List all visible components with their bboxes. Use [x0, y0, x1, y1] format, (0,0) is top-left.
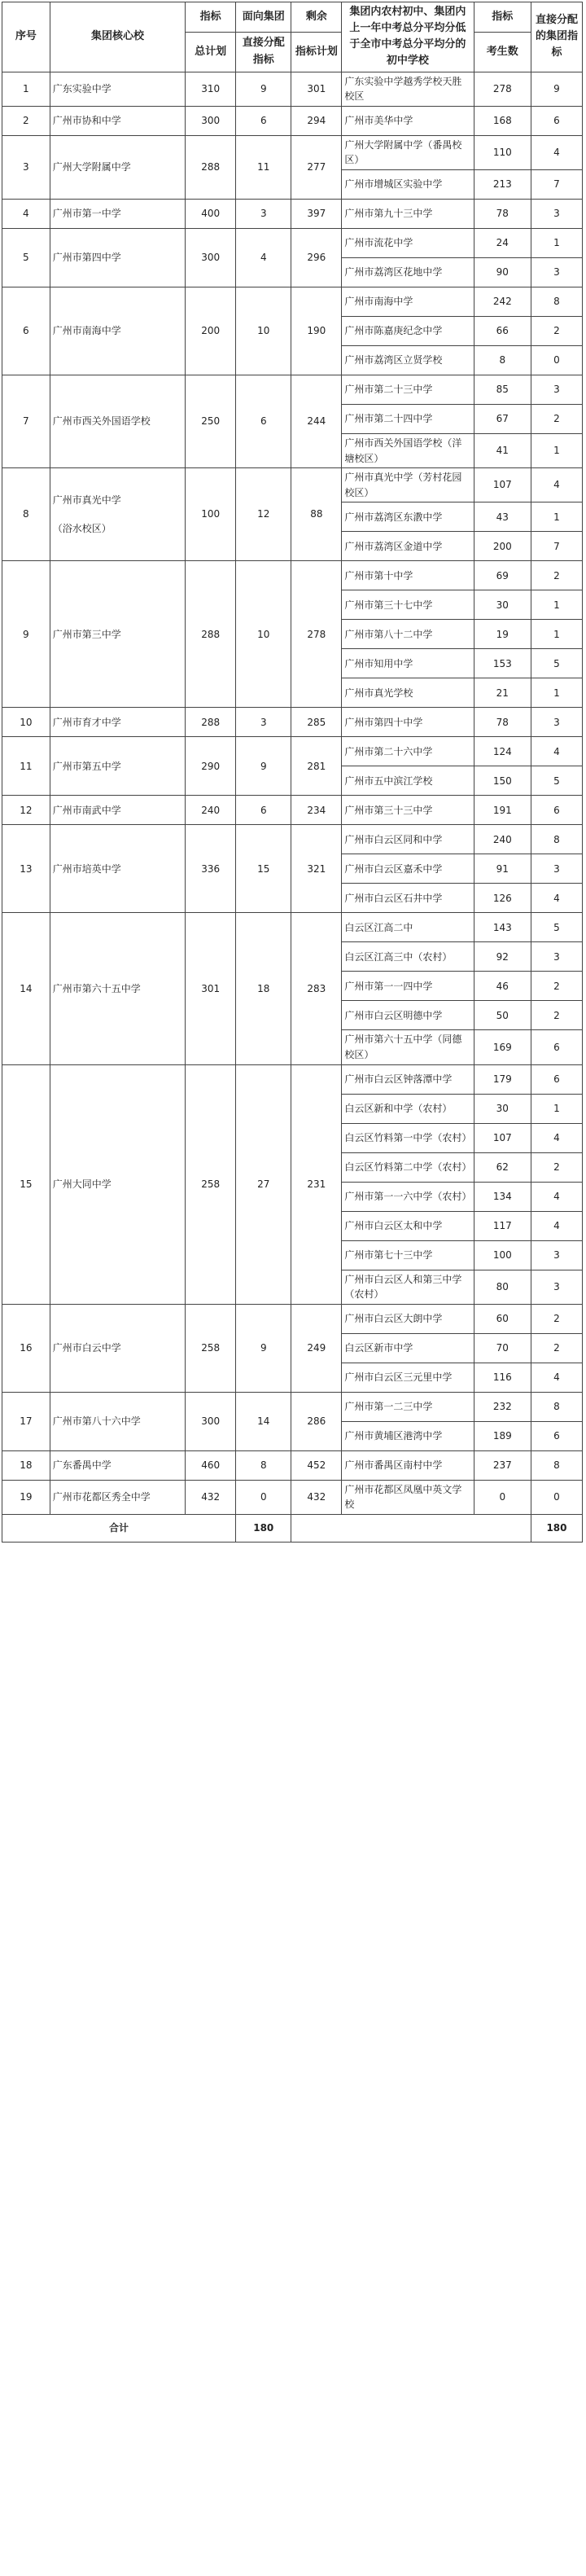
row-member-school: 广州市白云区石井中学 — [342, 884, 474, 913]
row-examinees: 232 — [474, 1392, 531, 1421]
row-member-alloc: 1 — [531, 590, 582, 620]
table-row — [2, 375, 583, 404]
row-core-school: 广州市西关外国语学校 — [50, 375, 186, 467]
row-examinees: 278 — [474, 72, 531, 106]
row-member-school: 广州市白云区嘉禾中学 — [342, 854, 474, 884]
row-member-school: 白云区江高二中 — [342, 913, 474, 942]
row-member-alloc: 4 — [531, 737, 582, 766]
row-examinees: 124 — [474, 737, 531, 766]
row-member-alloc: 6 — [531, 106, 582, 135]
table-row — [2, 1450, 583, 1480]
row-member-school: 广州市第七十三中学 — [342, 1240, 474, 1270]
row-examinees: 240 — [474, 825, 531, 854]
row-member-school: 广州市流花中学 — [342, 228, 474, 257]
row-examinees: 50 — [474, 1001, 531, 1030]
table-row — [2, 468, 583, 502]
row-remain: 278 — [291, 561, 342, 708]
row-examinees: 78 — [474, 199, 531, 228]
quota-table — [2, 2, 583, 1543]
row-direct-alloc: 3 — [236, 199, 291, 228]
row-member-alloc: 1 — [531, 433, 582, 467]
row-remain: 281 — [291, 737, 342, 796]
row-examinees: 24 — [474, 228, 531, 257]
row-total-plan: 288 — [186, 561, 236, 708]
row-member-school: 广州市第二十四中学 — [342, 404, 474, 433]
row-member-alloc: 3 — [531, 199, 582, 228]
total-row — [2, 1514, 583, 1542]
total-label: 合计 — [2, 1514, 236, 1542]
row-member-school: 广州市五中滨江学校 — [342, 766, 474, 796]
row-member-alloc: 1 — [531, 228, 582, 257]
table-row — [2, 825, 583, 854]
row-seq: 6 — [2, 287, 50, 375]
row-examinees: 85 — [474, 375, 531, 404]
row-direct-alloc: 0 — [236, 1480, 291, 1514]
row-examinees: 153 — [474, 649, 531, 678]
row-seq: 8 — [2, 468, 50, 561]
row-examinees: 69 — [474, 561, 531, 590]
row-remain: 286 — [291, 1392, 342, 1450]
row-member-school: 广州市荔湾区金道中学 — [342, 532, 474, 561]
row-examinees: 21 — [474, 678, 531, 708]
row-examinees: 107 — [474, 468, 531, 502]
total-direct-alloc: 180 — [236, 1514, 291, 1542]
row-examinees: 169 — [474, 1030, 531, 1064]
row-member-alloc: 2 — [531, 316, 582, 345]
row-total-plan: 250 — [186, 375, 236, 467]
row-direct-alloc: 18 — [236, 913, 291, 1064]
row-remain: 234 — [291, 796, 342, 825]
row-member-alloc: 2 — [531, 561, 582, 590]
table-row — [2, 1064, 583, 1094]
table-row — [2, 1304, 583, 1333]
row-examinees: 67 — [474, 404, 531, 433]
row-member-alloc: 3 — [531, 1270, 582, 1304]
row-member-alloc: 6 — [531, 1421, 582, 1450]
row-direct-alloc: 6 — [236, 796, 291, 825]
row-member-alloc: 4 — [531, 1211, 582, 1240]
row-member-alloc: 9 — [531, 72, 582, 106]
row-examinees: 107 — [474, 1123, 531, 1152]
row-total-plan: 258 — [186, 1064, 236, 1304]
row-member-alloc: 0 — [531, 345, 582, 375]
header-remain: 剩余 — [291, 2, 342, 33]
row-member-school: 广州市花都区凤凰中英文学校 — [342, 1480, 474, 1514]
row-member-alloc: 1 — [531, 502, 582, 532]
header-quota: 指标 — [186, 2, 236, 33]
row-member-alloc: 4 — [531, 1363, 582, 1392]
row-member-school: 广东实验中学越秀学校天胜校区 — [342, 72, 474, 106]
table-row — [2, 561, 583, 590]
header-direct-alloc: 直接分配指标 — [236, 32, 291, 72]
row-direct-alloc: 6 — [236, 106, 291, 135]
row-direct-alloc: 9 — [236, 72, 291, 106]
row-member-school: 白云区竹料第二中学（农村） — [342, 1152, 474, 1182]
row-examinees: 100 — [474, 1240, 531, 1270]
row-remain: 432 — [291, 1480, 342, 1514]
row-member-alloc: 7 — [531, 169, 582, 199]
row-examinees: 92 — [474, 942, 531, 972]
header-quota-plan: 指标计划 — [291, 32, 342, 72]
row-direct-alloc: 11 — [236, 135, 291, 199]
row-member-school: 广州市白云区同和中学 — [342, 825, 474, 854]
row-direct-alloc: 8 — [236, 1450, 291, 1480]
row-member-alloc: 2 — [531, 972, 582, 1001]
row-total-plan: 288 — [186, 708, 236, 737]
row-member-school: 广州市荔湾区立贤学校 — [342, 345, 474, 375]
core-school-name: 广州市真光中学 — [52, 494, 121, 507]
row-remain: 249 — [291, 1304, 342, 1392]
row-member-alloc: 2 — [531, 1304, 582, 1333]
row-seq: 16 — [2, 1304, 50, 1392]
row-examinees: 110 — [474, 135, 531, 169]
row-remain: 231 — [291, 1064, 342, 1304]
row-remain: 277 — [291, 135, 342, 199]
row-seq: 10 — [2, 708, 50, 737]
row-total-plan: 310 — [186, 72, 236, 106]
row-member-school: 广州市番禺区南村中学 — [342, 1450, 474, 1480]
row-direct-alloc: 10 — [236, 561, 291, 708]
row-direct-alloc: 12 — [236, 468, 291, 561]
row-remain: 283 — [291, 913, 342, 1064]
row-member-alloc: 1 — [531, 1094, 582, 1123]
core-school-campus: （浴水校区） — [52, 522, 112, 534]
row-examinees: 91 — [474, 854, 531, 884]
row-seq: 17 — [2, 1392, 50, 1450]
row-member-school: 广州大学附属中学（番禺校区） — [342, 135, 474, 169]
row-core-school: 广州市培英中学 — [50, 825, 186, 913]
row-member-school: 广州市黄埔区港湾中学 — [342, 1421, 474, 1450]
header-core-school: 集团核心校 — [50, 2, 186, 72]
row-remain: 88 — [291, 468, 342, 561]
header-member-school: 集团内农村初中、集团内上一年中考总分平均分低于全市中考总分平均分的初中学校 — [342, 2, 474, 72]
row-examinees: 150 — [474, 766, 531, 796]
row-member-alloc: 4 — [531, 135, 582, 169]
row-seq: 11 — [2, 737, 50, 796]
row-examinees: 200 — [474, 532, 531, 561]
row-examinees: 30 — [474, 590, 531, 620]
row-seq: 15 — [2, 1064, 50, 1304]
row-member-alloc: 2 — [531, 404, 582, 433]
row-member-alloc: 2 — [531, 1333, 582, 1363]
row-examinees: 43 — [474, 502, 531, 532]
row-member-school: 广州市第三十七中学 — [342, 590, 474, 620]
row-seq: 13 — [2, 825, 50, 913]
row-total-plan: 400 — [186, 199, 236, 228]
row-total-plan: 300 — [186, 1392, 236, 1450]
row-seq: 1 — [2, 72, 50, 106]
row-seq: 18 — [2, 1450, 50, 1480]
row-member-alloc: 8 — [531, 825, 582, 854]
table-body — [2, 72, 583, 1514]
row-direct-alloc: 6 — [236, 375, 291, 467]
row-total-plan: 336 — [186, 825, 236, 913]
row-member-school: 广州市第一二三中学 — [342, 1392, 474, 1421]
row-examinees: 117 — [474, 1211, 531, 1240]
table-row — [2, 287, 583, 316]
row-examinees: 80 — [474, 1270, 531, 1304]
row-examinees: 19 — [474, 620, 531, 649]
table-row — [2, 1392, 583, 1421]
row-core-school: 广州市第六十五中学 — [50, 913, 186, 1064]
row-member-alloc: 7 — [531, 532, 582, 561]
row-remain: 285 — [291, 708, 342, 737]
row-examinees: 90 — [474, 257, 531, 287]
row-total-plan: 240 — [186, 796, 236, 825]
row-examinees: 191 — [474, 796, 531, 825]
row-member-school: 白云区竹料第一中学（农村） — [342, 1123, 474, 1152]
header-group-title: 面向集团 — [236, 2, 291, 33]
row-member-alloc: 3 — [531, 854, 582, 884]
row-member-school: 白云区江高三中（农村） — [342, 942, 474, 972]
row-member-school: 广州市白云区明德中学 — [342, 1001, 474, 1030]
row-examinees: 46 — [474, 972, 531, 1001]
row-member-school: 广州市美华中学 — [342, 106, 474, 135]
row-member-alloc: 5 — [531, 649, 582, 678]
table-row — [2, 708, 583, 737]
row-member-alloc: 6 — [531, 1064, 582, 1094]
row-member-alloc: 6 — [531, 796, 582, 825]
row-member-alloc: 5 — [531, 766, 582, 796]
row-member-alloc: 3 — [531, 257, 582, 287]
row-seq: 7 — [2, 375, 50, 467]
row-remain: 294 — [291, 106, 342, 135]
row-member-school: 广州市荔湾区花地中学 — [342, 257, 474, 287]
row-total-plan: 300 — [186, 228, 236, 287]
row-member-school: 广州市南海中学 — [342, 287, 474, 316]
table-row — [2, 737, 583, 766]
row-examinees: 189 — [474, 1421, 531, 1450]
table-row — [2, 913, 583, 942]
row-direct-alloc: 27 — [236, 1064, 291, 1304]
row-member-school: 广州市第八十二中学 — [342, 620, 474, 649]
row-total-plan: 432 — [186, 1480, 236, 1514]
row-remain: 296 — [291, 228, 342, 287]
row-member-alloc: 3 — [531, 1240, 582, 1270]
row-examinees: 60 — [474, 1304, 531, 1333]
row-member-alloc: 4 — [531, 1123, 582, 1152]
row-examinees: 134 — [474, 1182, 531, 1211]
row-seq: 14 — [2, 913, 50, 1064]
row-seq: 9 — [2, 561, 50, 708]
row-member-school: 广州市第三十三中学 — [342, 796, 474, 825]
row-remain: 452 — [291, 1450, 342, 1480]
row-core-school: 广州市第三中学 — [50, 561, 186, 708]
row-examinees: 237 — [474, 1450, 531, 1480]
row-total-plan: 258 — [186, 1304, 236, 1392]
row-core-school: 广州大同中学 — [50, 1064, 186, 1304]
row-examinees: 179 — [474, 1064, 531, 1094]
row-core-school: 广州市南武中学 — [50, 796, 186, 825]
row-core-school: 广州市第五中学 — [50, 737, 186, 796]
row-examinees: 8 — [474, 345, 531, 375]
row-member-school: 广州市增城区实验中学 — [342, 169, 474, 199]
row-examinees: 143 — [474, 913, 531, 942]
row-remain: 321 — [291, 825, 342, 913]
row-member-alloc: 2 — [531, 1001, 582, 1030]
row-core-school: 广东番禺中学 — [50, 1450, 186, 1480]
row-member-alloc: 4 — [531, 468, 582, 502]
row-core-school: 广州市第一中学 — [50, 199, 186, 228]
row-member-school: 广州市西关外国语学校（洋塘校区） — [342, 433, 474, 467]
table-row — [2, 228, 583, 257]
row-remain: 397 — [291, 199, 342, 228]
row-examinees: 242 — [474, 287, 531, 316]
table-row — [2, 199, 583, 228]
row-member-school: 广州市真光学校 — [342, 678, 474, 708]
row-core-school: 广州市花都区秀全中学 — [50, 1480, 186, 1514]
row-seq: 5 — [2, 228, 50, 287]
row-member-school: 白云区新和中学（农村） — [342, 1094, 474, 1123]
table-row — [2, 135, 583, 169]
row-member-alloc: 0 — [531, 1480, 582, 1514]
row-examinees: 0 — [474, 1480, 531, 1514]
row-member-alloc: 2 — [531, 1152, 582, 1182]
row-core-school — [50, 468, 186, 561]
row-member-school: 广州市白云区钟落潭中学 — [342, 1064, 474, 1094]
row-seq: 19 — [2, 1480, 50, 1514]
row-total-plan: 288 — [186, 135, 236, 199]
row-examinees: 30 — [474, 1094, 531, 1123]
row-member-alloc: 3 — [531, 375, 582, 404]
row-examinees: 41 — [474, 433, 531, 467]
row-direct-alloc: 15 — [236, 825, 291, 913]
row-member-school: 广州市第六十五中学（同德校区） — [342, 1030, 474, 1064]
row-member-school: 白云区新市中学 — [342, 1333, 474, 1363]
row-member-alloc: 8 — [531, 1450, 582, 1480]
row-member-school: 广州市白云区人和第三中学（农村） — [342, 1270, 474, 1304]
header-examinees: 考生数 — [474, 32, 531, 72]
row-total-plan: 290 — [186, 737, 236, 796]
row-core-school: 广州市育才中学 — [50, 708, 186, 737]
row-direct-alloc: 4 — [236, 228, 291, 287]
row-core-school: 广州大学附属中学 — [50, 135, 186, 199]
row-member-alloc: 8 — [531, 1392, 582, 1421]
row-examinees: 116 — [474, 1363, 531, 1392]
row-total-plan: 300 — [186, 106, 236, 135]
row-member-school: 广州市白云区太和中学 — [342, 1211, 474, 1240]
row-direct-alloc: 14 — [236, 1392, 291, 1450]
row-member-alloc: 1 — [531, 678, 582, 708]
row-examinees: 66 — [474, 316, 531, 345]
row-total-plan: 460 — [186, 1450, 236, 1480]
total-spacer — [291, 1514, 531, 1542]
quota-table-container — [2, 2, 584, 1543]
row-remain: 190 — [291, 287, 342, 375]
row-member-school: 广州市第一一四中学 — [342, 972, 474, 1001]
row-member-school: 广州市第九十三中学 — [342, 199, 474, 228]
row-core-school: 广州市白云中学 — [50, 1304, 186, 1392]
header-seq: 序号 — [2, 2, 50, 72]
row-member-alloc: 8 — [531, 287, 582, 316]
row-core-school: 广州市协和中学 — [50, 106, 186, 135]
row-member-school: 广州市荔湾区东漖中学 — [342, 502, 474, 532]
row-member-school: 广州市第四十中学 — [342, 708, 474, 737]
row-remain: 244 — [291, 375, 342, 467]
row-member-alloc: 1 — [531, 620, 582, 649]
row-member-alloc: 3 — [531, 942, 582, 972]
row-seq: 3 — [2, 135, 50, 199]
row-remain: 301 — [291, 72, 342, 106]
table-row — [2, 796, 583, 825]
row-seq: 12 — [2, 796, 50, 825]
row-member-school: 广州市白云区三元里中学 — [342, 1363, 474, 1392]
row-total-plan: 100 — [186, 468, 236, 561]
table-row — [2, 1480, 583, 1514]
row-examinees: 62 — [474, 1152, 531, 1182]
row-member-alloc: 4 — [531, 884, 582, 913]
row-member-school: 广州市第二十三中学 — [342, 375, 474, 404]
row-examinees: 126 — [474, 884, 531, 913]
row-examinees: 70 — [474, 1333, 531, 1363]
row-examinees: 78 — [474, 708, 531, 737]
row-seq: 4 — [2, 199, 50, 228]
table-row — [2, 106, 583, 135]
row-member-school: 广州市第一一六中学（农村） — [342, 1182, 474, 1211]
row-core-school: 广东实验中学 — [50, 72, 186, 106]
row-total-plan: 200 — [186, 287, 236, 375]
row-member-school: 广州市第二十六中学 — [342, 737, 474, 766]
row-member-school: 广州市知用中学 — [342, 649, 474, 678]
header-direct-alloc-group: 直接分配的集团指标 — [531, 2, 582, 72]
row-examinees: 168 — [474, 106, 531, 135]
row-member-alloc: 5 — [531, 913, 582, 942]
row-examinees: 213 — [474, 169, 531, 199]
row-core-school: 广州市南海中学 — [50, 287, 186, 375]
row-core-school: 广州市第八十六中学 — [50, 1392, 186, 1450]
row-member-alloc: 3 — [531, 708, 582, 737]
row-direct-alloc: 9 — [236, 737, 291, 796]
row-member-school: 广州市白云区大朗中学 — [342, 1304, 474, 1333]
row-member-school: 广州市第十中学 — [342, 561, 474, 590]
row-member-school: 广州市陈嘉庚纪念中学 — [342, 316, 474, 345]
row-direct-alloc: 3 — [236, 708, 291, 737]
total-alloc: 180 — [531, 1514, 582, 1542]
header-quota-2: 指标 — [474, 2, 531, 33]
table-row — [2, 72, 583, 106]
row-direct-alloc: 9 — [236, 1304, 291, 1392]
header-total-plan: 总计划 — [186, 32, 236, 72]
row-seq: 2 — [2, 106, 50, 135]
row-member-school: 广州市真光中学（芳村花园校区） — [342, 468, 474, 502]
row-core-school: 广州市第四中学 — [50, 228, 186, 287]
row-member-alloc: 6 — [531, 1030, 582, 1064]
row-total-plan: 301 — [186, 913, 236, 1064]
row-member-alloc: 4 — [531, 1182, 582, 1211]
row-direct-alloc: 10 — [236, 287, 291, 375]
